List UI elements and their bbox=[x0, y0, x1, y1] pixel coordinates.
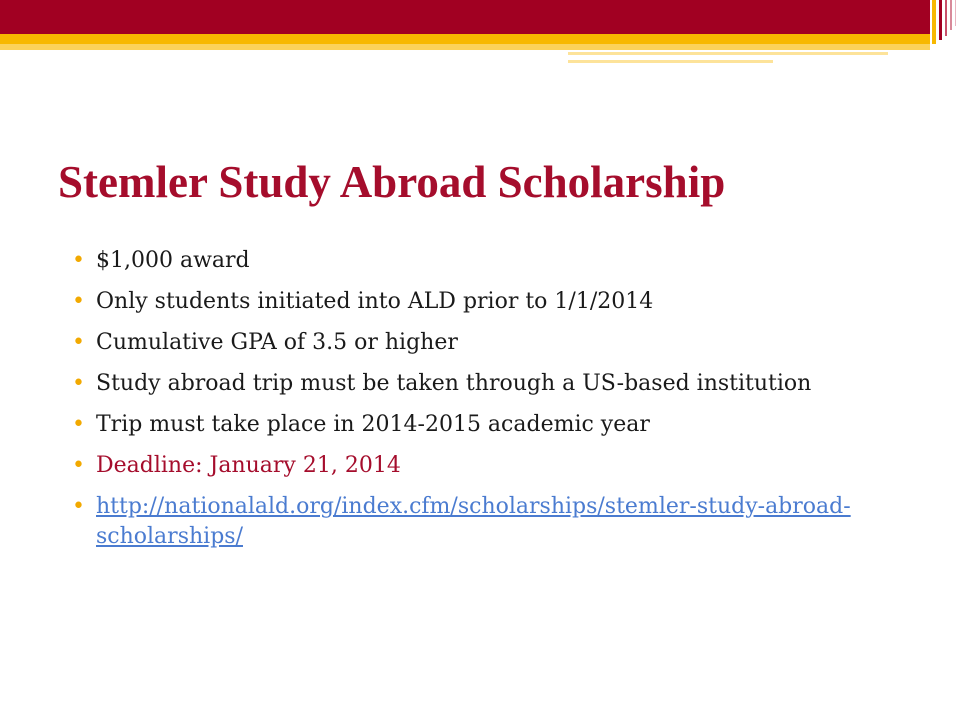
corner-stripe bbox=[932, 0, 936, 44]
deadline-text: Deadline: January 21, 2014 bbox=[96, 453, 401, 478]
bullet-text: Study abroad trip must be taken through a US-based institution bbox=[96, 371, 812, 396]
top-gold-band bbox=[0, 34, 930, 44]
bullet-icon: • bbox=[72, 371, 85, 396]
decorative-line-a bbox=[568, 52, 888, 55]
bullet-item-gpa bbox=[72, 328, 892, 358]
top-light-gold-band bbox=[0, 44, 930, 50]
bullet-text: Cumulative GPA of 3.5 or higher bbox=[96, 330, 458, 355]
corner-stripes bbox=[930, 0, 960, 50]
bullet-icon: • bbox=[72, 494, 85, 519]
bullet-text: Trip must take place in 2014-2015 academic year bbox=[96, 412, 650, 437]
bullet-icon: • bbox=[72, 453, 85, 478]
top-red-band bbox=[0, 0, 960, 34]
corner-stripe bbox=[939, 0, 942, 40]
bullet-item-deadline bbox=[72, 451, 892, 481]
corner-stripe bbox=[950, 0, 952, 30]
bullet-item-institution bbox=[72, 369, 892, 399]
bullet-icon: • bbox=[72, 330, 85, 355]
bullet-text: Only students initiated into ALD prior to 1/1/2014 bbox=[96, 289, 654, 314]
bullet-list bbox=[72, 246, 892, 563]
bullet-item-link bbox=[72, 492, 892, 552]
bullet-icon: • bbox=[72, 248, 85, 273]
bullet-icon: • bbox=[72, 412, 85, 437]
slide-title: Stemler Study Abroad Scholarship bbox=[58, 157, 726, 207]
bullet-item-year bbox=[72, 410, 892, 440]
bullet-icon: • bbox=[72, 289, 85, 314]
bullet-text: $1,000 award bbox=[96, 248, 250, 273]
scholarship-link[interactable]: http://nationalald.org/index.cfm/scholarships/stemler-study-abroad-scholarships/ bbox=[96, 494, 851, 549]
corner-stripe bbox=[945, 0, 947, 36]
bullet-item-eligibility bbox=[72, 287, 892, 317]
corner-stripe bbox=[955, 0, 956, 26]
decorative-line-b bbox=[568, 60, 773, 63]
bullet-item-award bbox=[72, 246, 892, 276]
